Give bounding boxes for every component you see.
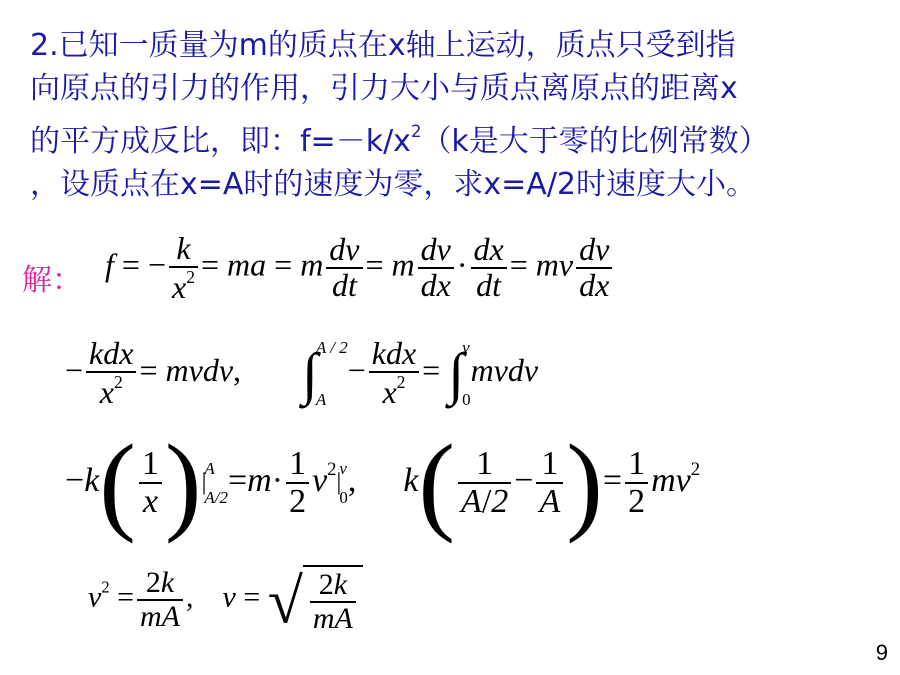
equation-4: $v^2$ = $\frac{2k}{mA}$ , v = √ $\frac{2k}{mA}$ [88,565,363,634]
equation-3: −k( $\frac{1}{x}$ )| A A/2 =m· $\frac{1}{2}$ $v^2|$ v 0 , k( $\frac{1}{A/2}$ − $\frac{1}{A}$ )= $\frac{1}{2}$ $mv^2$ [65,422,701,544]
problem-statement [30,24,880,206]
problem-exponent: 2 [410,122,422,141]
equation-2: − $\frac{\text{kdx}}{x^2}$ = mvdv, ∫ A / 2 A − $\frac{\text{kdx}}{x^2}$ = ∫ v 0 mvdv [65,335,539,410]
problem-line-2: 向原点的引力的作用，引力大小与质点离原点的距离x [30,71,738,106]
problem-line-4: ，设质点在x=A时的速度为零，求x=A/2时速度大小。 [30,167,757,203]
solution-label: 解： [22,263,82,298]
problem-line-1: 2.已知一质量为m的质点在x轴上运动，质点只受到指 [30,28,736,63]
equation-1: f = − $\frac{k}{x^2}$ = ma = m $\frac{dv}{dt}$ = m $\frac{dv}{dx}$ · $\frac{dx}{dt}$ = mv $\frac{dv}{dx}$ [105,232,615,304]
problem-line-3-text: 的平方成反比，即：f=－k/x [30,124,411,160]
problem-line-3-tail: （k是大于零的比例常数） [421,124,769,160]
problem-line-3 [30,110,880,163]
page-number: 9 [875,640,888,665]
